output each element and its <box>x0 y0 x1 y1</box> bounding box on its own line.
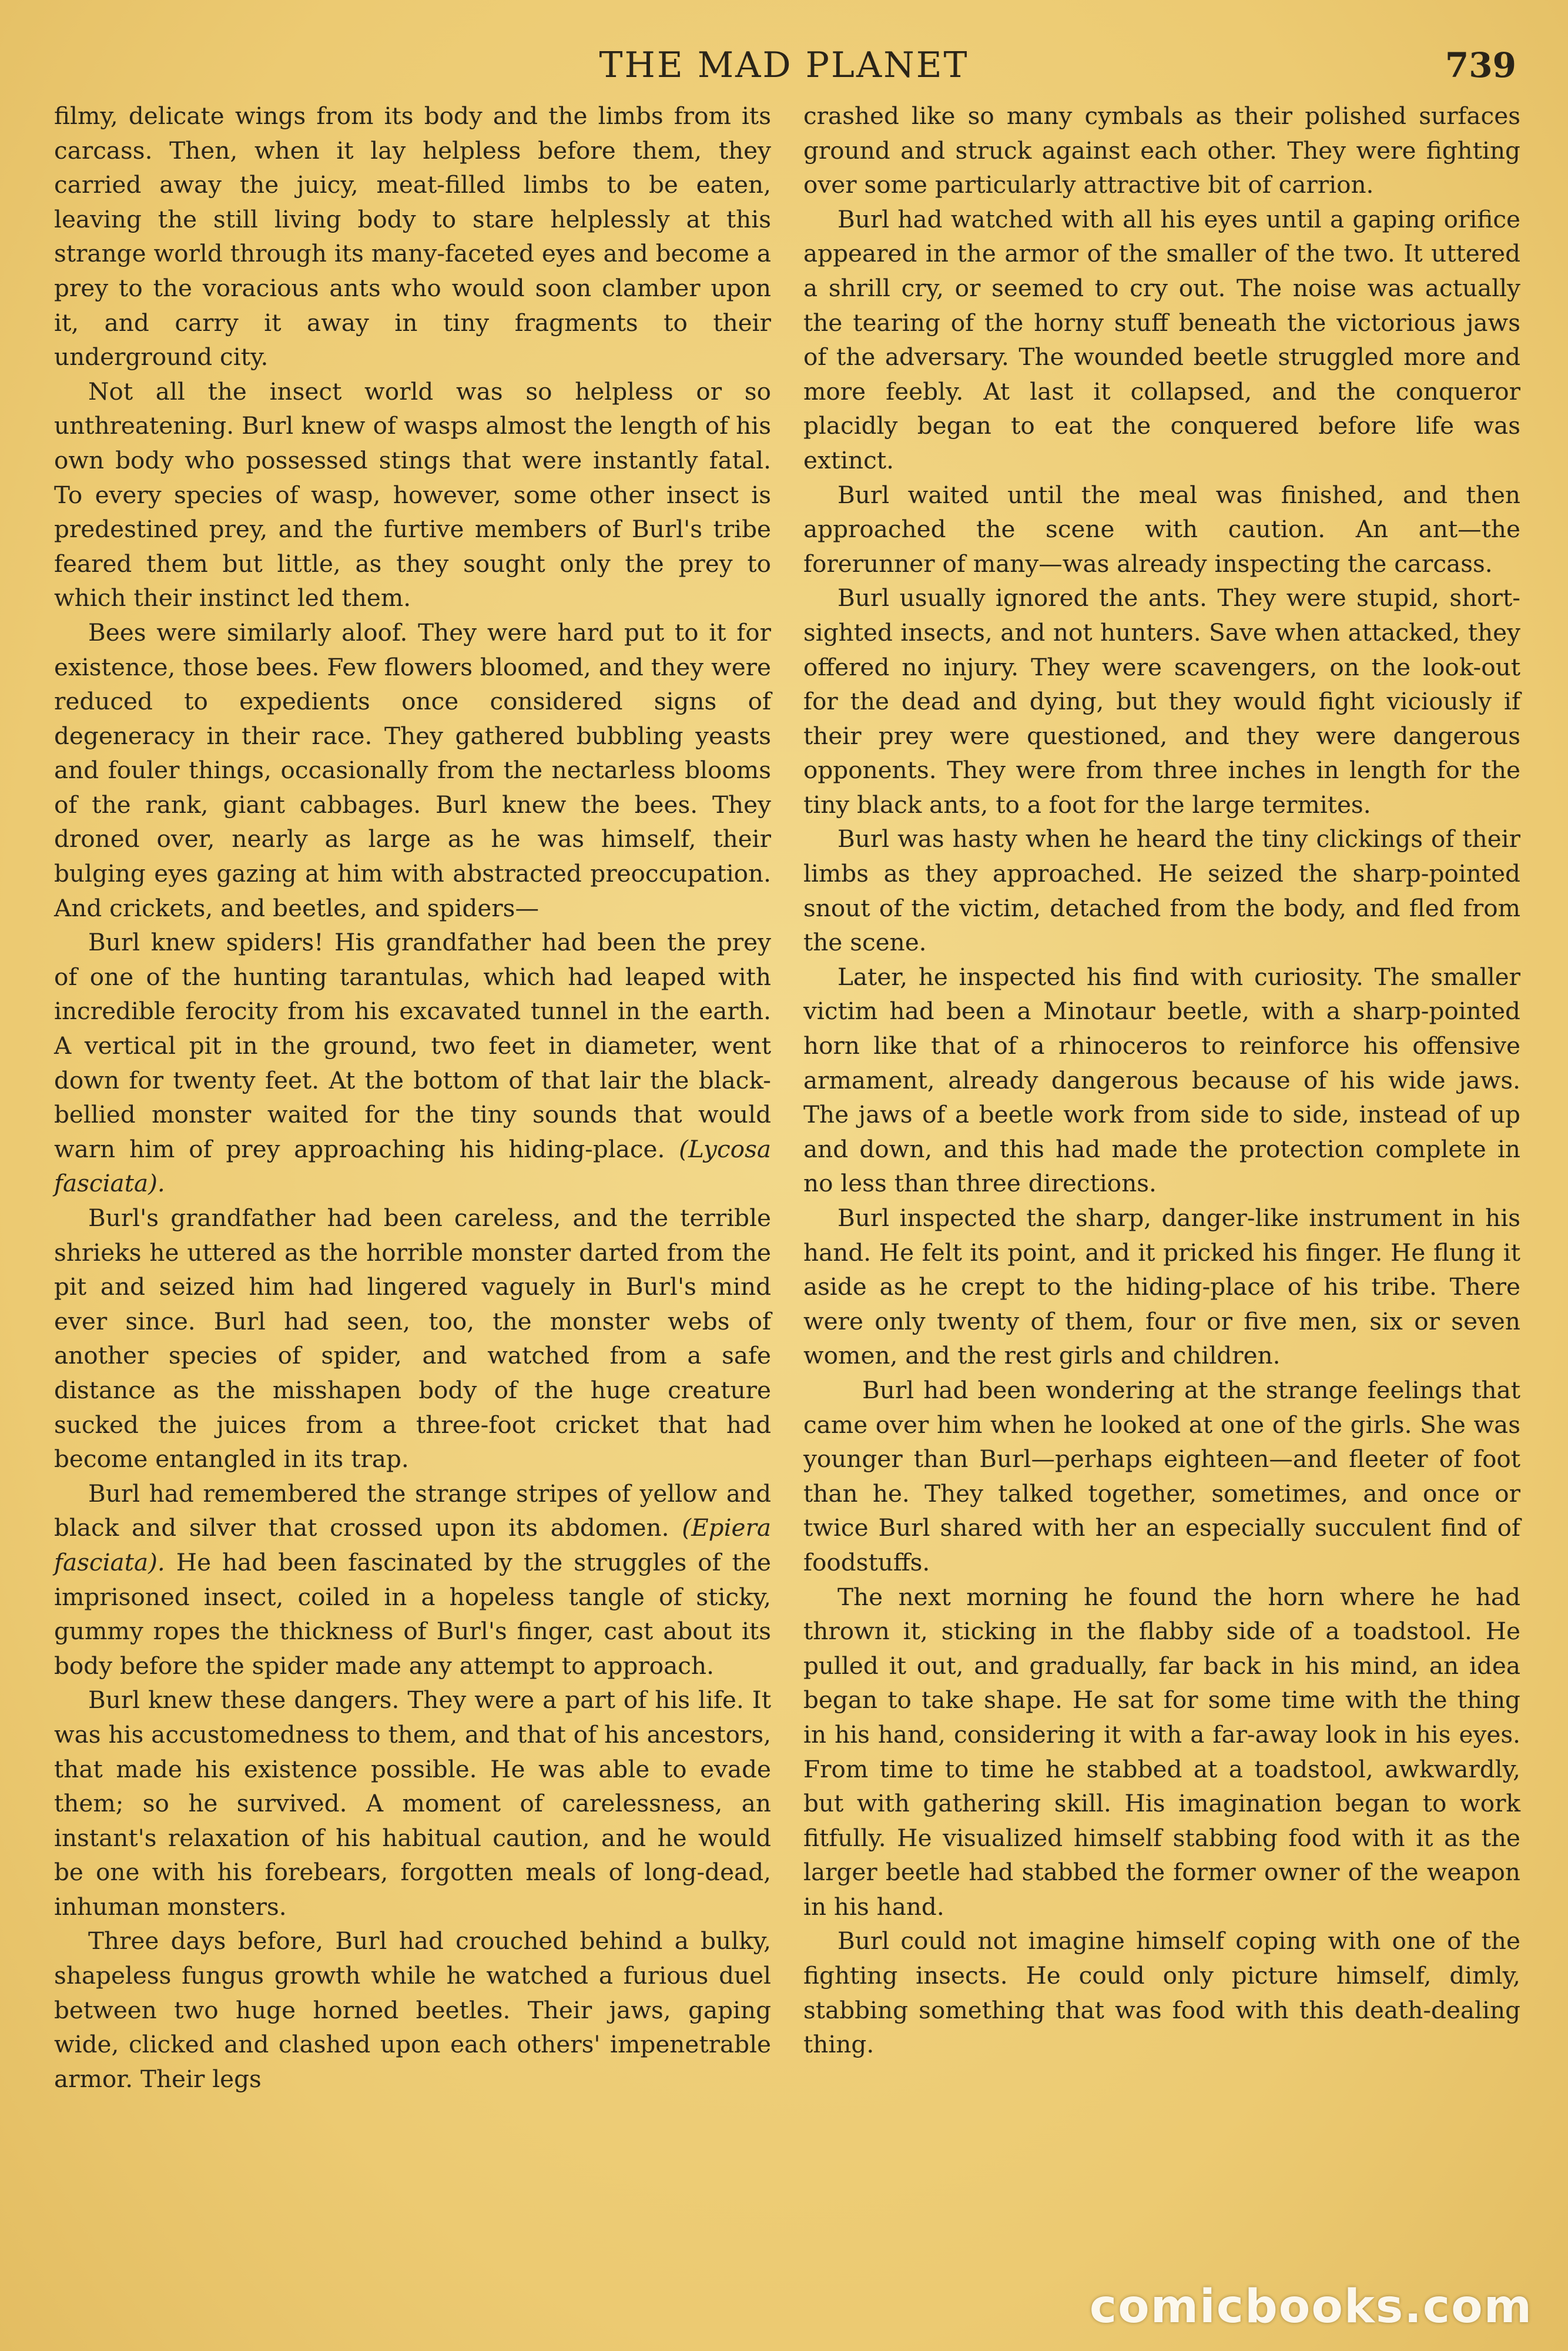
left-column <box>54 99 771 2096</box>
paragraph: Bees were similarly aloof. They were hard put to it for existence, those bees. Few flowers bloomed, and they were reduced to expedients once considered signs of degeneracy in their race. They gathered bubbling yeasts and fouler things, occasionally from the nectarless blooms of the rank, giant cabbages. Burl knew the bees. They droned over, nearly as large as he was himself, their bulging eyes gazing at him with abstracted preoccupation. And crickets, and beetles, and spiders— <box>54 618 771 922</box>
paragraph: Burl inspected the sharp, danger-like instrument in his hand. He felt its point, and it pricked his finger. He flung it aside as he crept to the hiding-place of his tribe. There were only twenty of them, four or five men, six or seven women, and the rest girls and children. <box>803 1204 1520 1370</box>
species-name: (Lycosa fasciata). <box>54 1134 771 1198</box>
paragraph: Burl could not imagine himself coping with one of the fighting insects. He could only picture himself, dimly, stabbing something that was food with this death-dealing thing. <box>803 1927 1520 2059</box>
paragraph: Burl knew these dangers. They were a part of his life. It was his accustomedness to them, and that of his ancestors, that made his existence possible. He was able to evade them; so he survived. A moment of carelessness, an instant's relaxation of his habitual caution, and he would be one with his forebears, forgotten meals of long-dead, inhuman monsters. <box>54 1686 771 1921</box>
species-name: (Epiera fasciata). <box>54 1513 771 1576</box>
paragraph: crashed like so many cymbals as their polished surfaces ground and struck against each other. They were fighting over some particularly attractive bit of carrion. <box>803 102 1520 199</box>
paragraph-text: He had been fascinated by the struggles of the imprisoned insect, coiled in a hopeless tangle of sticky, gummy ropes the thickness of Burl's finger, cast about its body before the spider made any attempt to approach. <box>54 1548 771 1680</box>
paragraph <box>54 1476 771 1683</box>
page-number: 739 <box>1445 45 1516 85</box>
page-header <box>0 39 1568 92</box>
watermark: comicbooks.com <box>1089 2280 1533 2333</box>
paragraph: Burl had been wondering at the strange feelings that came over him when he looked at one of the girls. She was younger than Burl—perhaps eighteen—and fleeter of foot than he. They talked together, sometimes, and once or twice Burl shared with her an especially succulent find of foodstuffs. <box>803 1375 1520 1576</box>
paragraph: Burl had watched with all his eyes until a gaping orifice appeared in the armor of the smaller of the two. It uttered a shrill cry, or seemed to cry out. The noise was actually the tearing of the horny stuff beneath the victorious jaws of the adversary. The wounded beetle struggled more and more feebly. At last it collapsed, and the conqueror placidly began to eat the conquered before life was extinct. <box>803 205 1520 474</box>
paragraph-text: Burl had remembered the strange stripes of yellow and black and silver that crossed upon its abdomen. <box>54 1479 771 1542</box>
paragraph: Three days before, Burl had crouched behind a bulky, shapeless fungus growth while he watched a furious duel between two huge horned beetles. Their jaws, gaping wide, clicked and clashed upon each others' impenetrable armor. Their legs <box>54 1927 771 2093</box>
paragraph: Burl's grandfather had been careless, and the terrible shrieks he uttered as the horrible monster darted from the pit and seized him had lingered vaguely in Burl's mind ever since. Burl had seen, too, the monster webs of another species of spider, and watched from a safe distance as the misshapen body of the huge creature sucked the juices from a three-foot cricket that had become entangled in its trap. <box>54 1204 771 1473</box>
right-column <box>803 99 1520 2062</box>
paragraph: Burl was hasty when he heard the tiny clickings of their limbs as they approached. He seized the sharp-pointed snout of the victim, detached from the body, and fled from the scene. <box>803 825 1520 957</box>
running-title: THE MAD PLANET <box>599 45 969 86</box>
paragraph-text: Burl knew spiders! His grandfather had been the prey of one of the hunting tarantulas, which had leaped with incredible ferocity from his excavated tunnel in the earth. A vertical pit in the ground, two feet in diameter, went down for twenty feet. At the bottom of that lair the black-bellied monster waited for the tiny sounds that would warn him of prey approaching his hiding-place. <box>54 928 771 1163</box>
paragraph: Burl waited until the meal was finished, and then approached the scene with caution. An ant—the forerunner of many—was already inspecting the carcass. <box>803 480 1520 578</box>
paragraph: Not all the insect world was so helpless or so unthreatening. Burl knew of wasps almost the length of his own body who possessed stings that were instantly fatal. To every species of wasp, however, some other insect is predestined prey, and the furtive members of Burl's tribe feared them but little, as they sought only the prey to which their instinct led them. <box>54 377 771 612</box>
paragraph <box>54 925 771 1201</box>
paragraph: filmy, delicate wings from its body and the limbs from its carcass. Then, when it lay helpless before them, they carried away the juicy, meat-filled limbs to be eaten, leaving the still living body to stare helplessly at this strange world through its many-faceted eyes and become a prey to the voracious ants who would soon clamber upon it, and carry it away in tiny fragments to their underground city. <box>54 102 771 371</box>
paragraph: Burl usually ignored the ants. They were stupid, short-sighted insects, and not hunters. Save when attacked, they offered no injury. They were scavengers, on the look-out for the dead and dying, but they would fight viciously if their prey were questioned, and they were dangerous opponents. They were from three inches in length for the tiny black ants, to a foot for the large termites. <box>803 584 1520 819</box>
paragraph: Later, he inspected his find with curiosity. The smaller victim had been a Minotaur beetle, with a sharp-pointed horn like that of a rhinoceros to reinforce his offensive armament, already dangerous because of his wide jaws. The jaws of a beetle work from side to side, instead of up and down, and this had made the protection complete in no less than three directions. <box>803 962 1520 1198</box>
paragraph: The next morning he found the horn where he had thrown it, sticking in the flabby side of a toadstool. He pulled it out, and gradually, far back in his mind, an idea began to take shape. He sat for some time with the thing in his hand, considering it with a far-away look in his eyes. From time to time he stabbed at a toadstool, awkwardly, but with gathering skill. His imagination began to work fitfully. He visualized himself stabbing food with it as the larger beetle had stabbed the former owner of the weapon in his hand. <box>803 1582 1520 1921</box>
